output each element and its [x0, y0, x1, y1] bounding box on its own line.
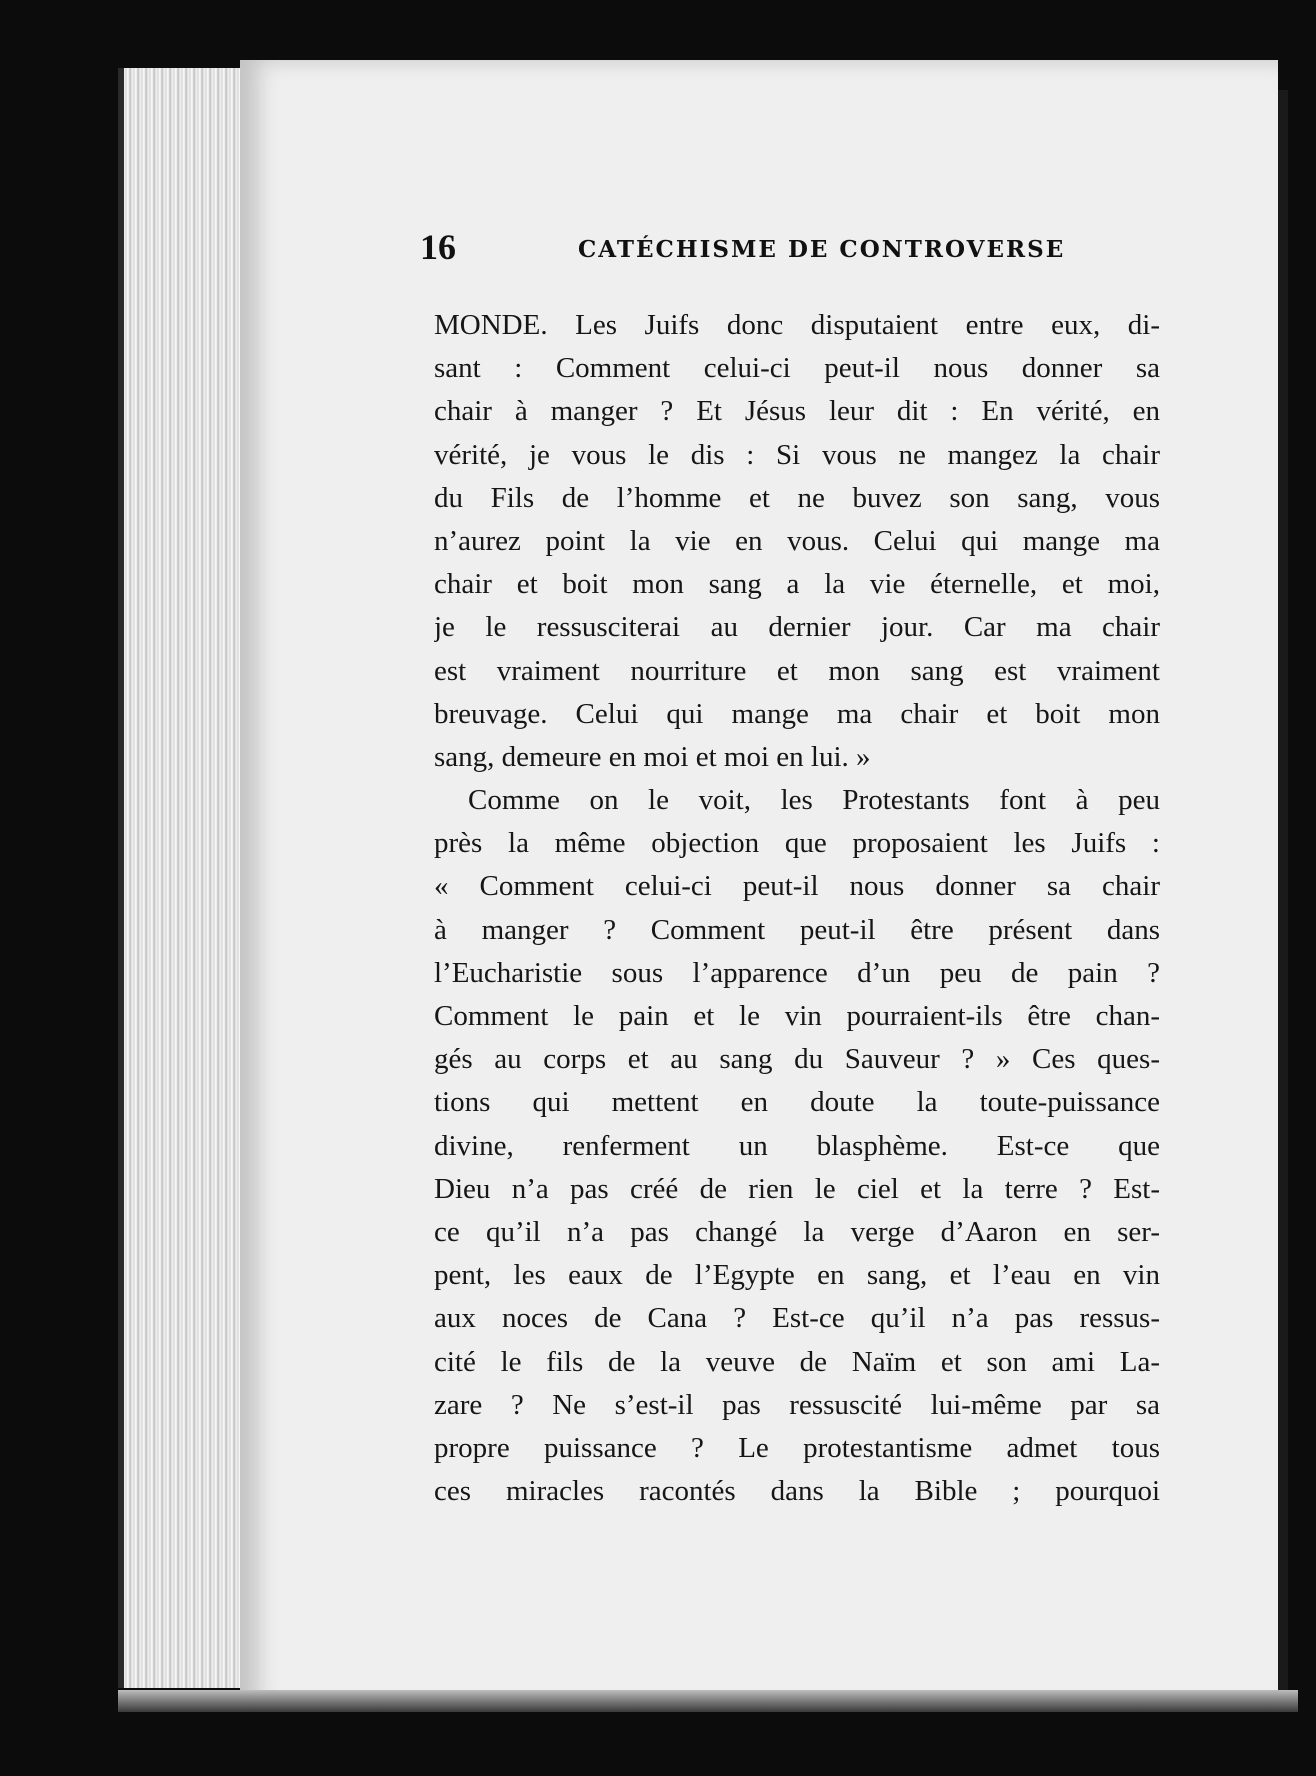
text-line: l’Eucharistie sous l’apparence d’un peu de pain ?	[434, 956, 1160, 989]
text-line: n’aurez point la vie en vous. Celui qui mange ma	[434, 524, 1160, 557]
text-line: cité le fils de la veuve de Naïm et son ami La-	[434, 1345, 1160, 1378]
text-line: est vraiment nourriture et mon sang est vraiment	[434, 654, 1160, 687]
text-line: gés au corps et au sang du Sauveur ? » Ces ques-	[434, 1043, 1160, 1076]
text-line: Dieu n’a pas créé de rien le ciel et la terre ? Est-	[434, 1172, 1160, 1205]
running-head: CATÉCHISME DE CONTROVERSE	[578, 236, 1066, 263]
text-line: ces miracles racontés dans la Bible ; pourquoi	[434, 1475, 1160, 1508]
text-line: tions qui mettent en doute la toute-puissance	[434, 1086, 1160, 1119]
text-line: Comment le pain et le vin pourraient-ils être chan-	[434, 1000, 1160, 1032]
paragraph-start-line: Comme on le voit, les Protestants font à peu	[468, 784, 1160, 817]
text-line: zare ? Ne s’est-il pas ressuscité lui-même par sa	[434, 1388, 1160, 1421]
page-header	[420, 226, 1160, 270]
page-block-edges	[118, 68, 254, 1688]
text-line: à manger ? Comment peut-il être présent dans	[434, 913, 1160, 946]
page-number: 16	[420, 227, 456, 267]
text-line: MONDE. Les Juifs donc disputaient entre eux, di-	[434, 309, 1160, 341]
paragraph-end-line: sang, demeure en moi et moi en lui. »	[434, 740, 871, 773]
text-line: chair à manger ? Et Jésus leur dit : En vérité, en	[434, 395, 1160, 428]
text-line: aux noces de Cana ? Est-ce qu’il n’a pas ressus-	[434, 1302, 1160, 1335]
text-line: chair et boit mon sang a la vie éternelle, et moi,	[434, 568, 1160, 601]
text-line: ce qu’il n’a pas changé la verge d’Aaron en ser-	[434, 1215, 1160, 1248]
text-line: je le ressusciterai au dernier jour. Car ma chair	[434, 611, 1160, 644]
text-line: « Comment celui-ci peut-il nous donner sa chair	[434, 870, 1160, 903]
text-line: divine, renferment un blasphème. Est-ce que	[434, 1129, 1160, 1162]
text-line: près la même objection que proposaient les Juifs :	[434, 827, 1160, 860]
text-line: propre puissance ? Le protestantisme admet tous	[434, 1431, 1160, 1464]
page-bottom-edge	[118, 1690, 1298, 1712]
body-text	[434, 304, 1160, 1513]
page-right-shadow	[1278, 90, 1288, 1710]
text-line: vérité, je vous le dis : Si vous ne mangez la chair	[434, 438, 1160, 471]
text-line: du Fils de l’homme et ne buvez son sang, vous	[434, 481, 1160, 514]
text-line: sant : Comment celui-ci peut-il nous donner sa	[434, 352, 1160, 385]
text-line: pent, les eaux de l’Egypte en sang, et l’eau en vin	[434, 1259, 1160, 1292]
text-line: breuvage. Celui qui mange ma chair et boit mon	[434, 697, 1160, 730]
